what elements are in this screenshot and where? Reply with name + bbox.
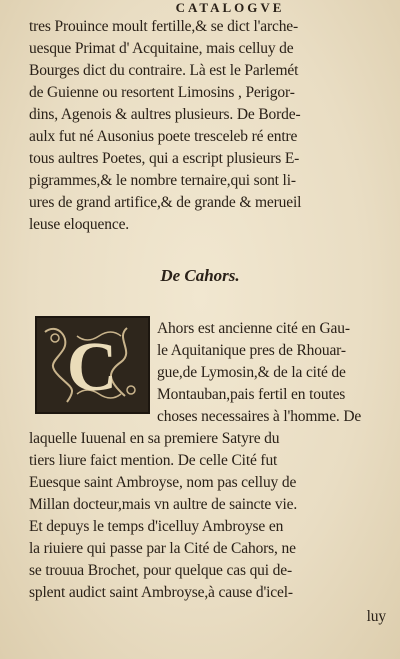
text-line: tous aultres Poetes, qui a escript plusieurs E- (29, 150, 300, 167)
text-line: aulx fut né Ausonius poete tresceleb ré entre (29, 128, 298, 145)
text-line: se trouua Brochet, pour quelque cas qui de- (29, 562, 292, 579)
text-line: Millan docteur,mais vn aultre de saincte vie. (29, 496, 298, 513)
text-line: la riuiere qui passe par la Cité de Cahors, ne (29, 540, 296, 557)
catchword: luy (366, 608, 386, 625)
text-line: pigrammes,& le nombre ternaire,qui sont li- (29, 172, 296, 189)
text-line: Bourges dict du contraire. Là est le Parlemét (29, 62, 299, 79)
initial-letter: C (66, 329, 118, 406)
text-line: ures de grand artifice,& de grande & merueil (29, 194, 302, 211)
text-line: splent audict saint Ambroyse,à cause d'icel- (29, 584, 293, 601)
text-line: uesque Primat d' Acquitaine, mais celluy de (29, 40, 294, 57)
text-line: choses necessaires à l'homme. De (157, 408, 362, 425)
decorated-initial (35, 316, 150, 414)
text-line: Euesque saint Ambroyse, nom pas celluy de (29, 474, 297, 491)
text-line: le Aquitanique pres de Rhouar- (157, 342, 346, 359)
ornament-icon (37, 318, 148, 412)
text-line: Montauban,pais fertil en toutes (157, 386, 346, 403)
text-line: gue,de Lymosin,& de la cité de (157, 364, 346, 381)
text-line: leuse eloquence. (29, 216, 130, 233)
text-line: tres Prouince moult fertille,& se dict l'arche- (29, 18, 299, 35)
text-line: de Guienne ou resortent Limosins , Perigor- (29, 84, 295, 101)
text-line: laquelle Iuuenal en sa premiere Satyre du (29, 430, 280, 447)
text-line: Ahors est ancienne cité en Gau- (157, 320, 350, 337)
text-line: tiers liure faict mention. De celle Cité fut (29, 452, 278, 469)
text-line: dins, Agenois & aultres plusieurs. De Borde- (29, 106, 301, 123)
running-head: CATALOGVE (175, 0, 285, 15)
text-line: Et depuys le temps d'icelluy Ambroyse en (29, 518, 284, 535)
section-heading: De Cahors. (160, 266, 240, 285)
